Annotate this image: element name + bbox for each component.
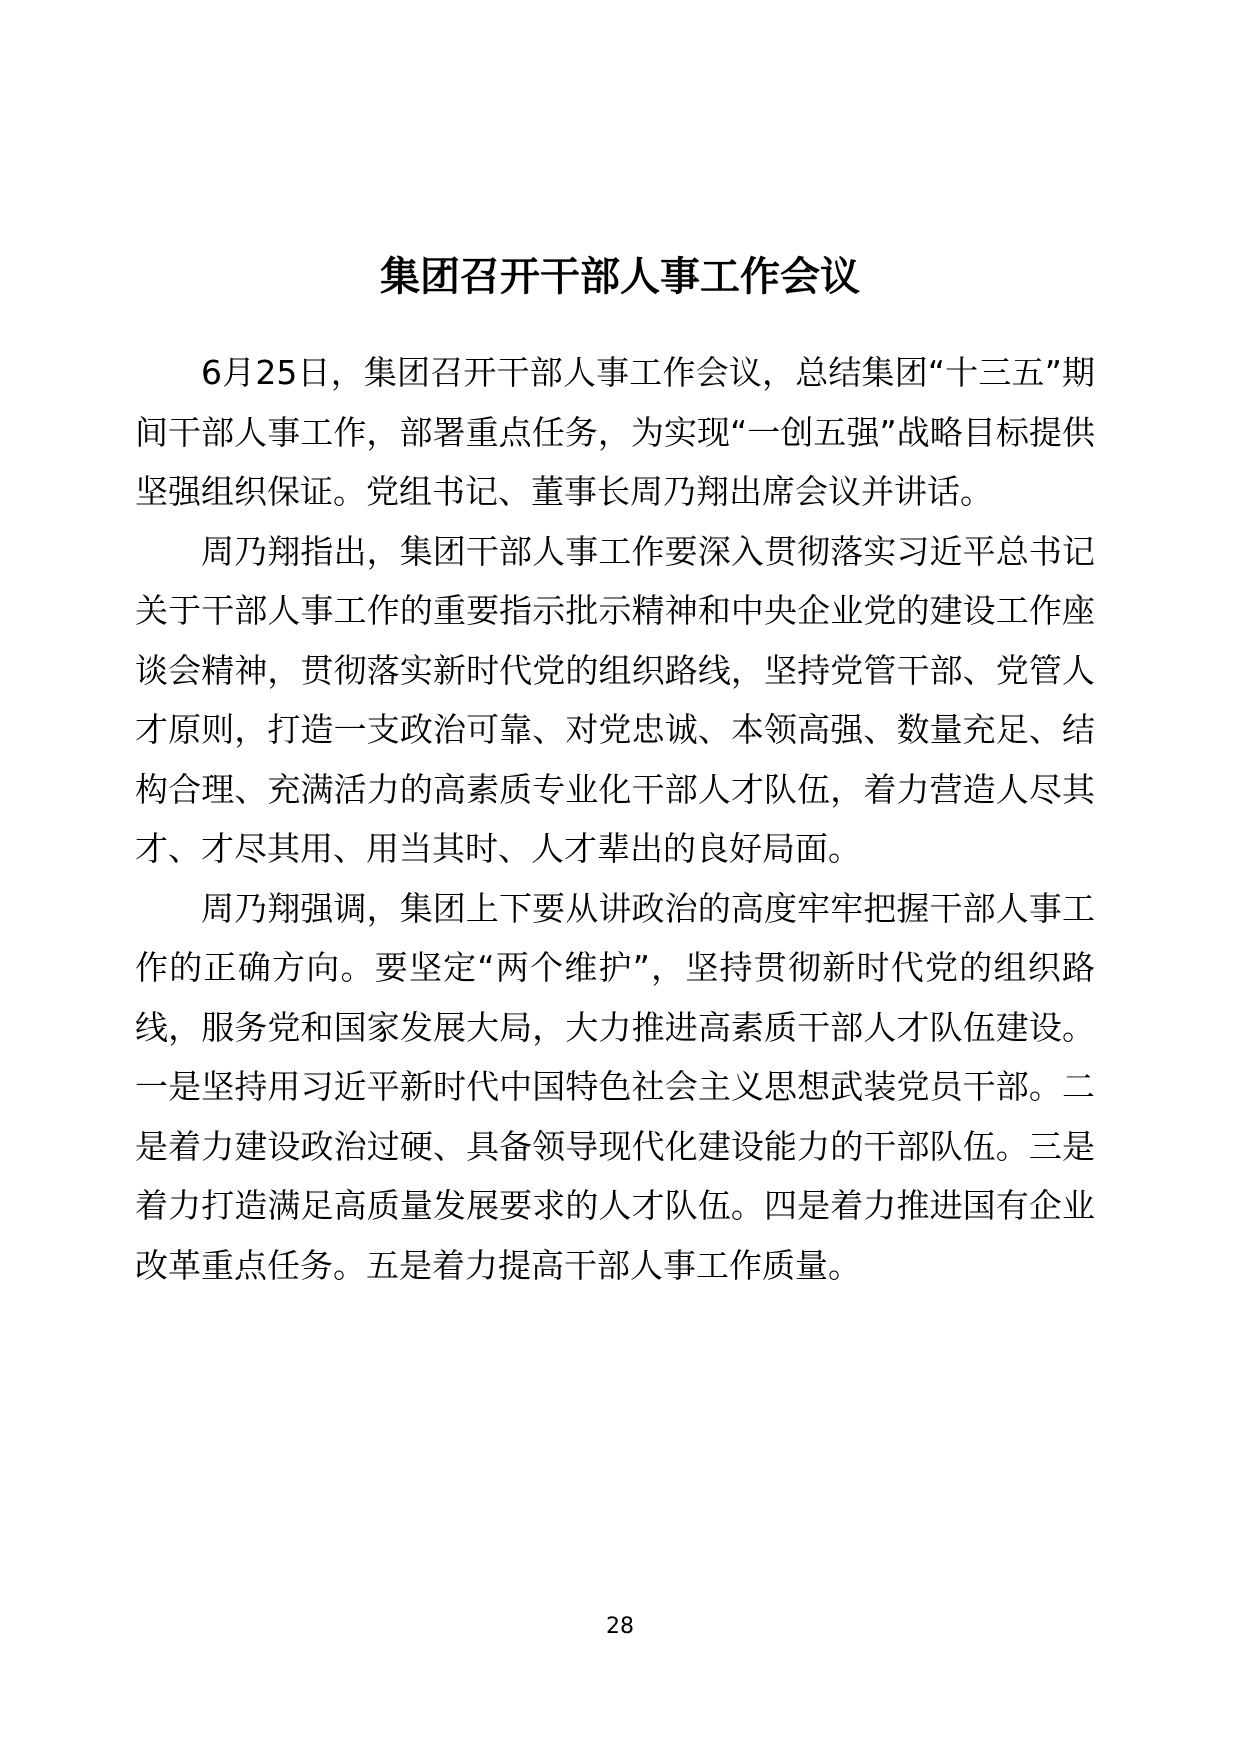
article-body	[135, 343, 1095, 1295]
paragraph-3: 周乃翔强调，集团上下要从讲政治的高度牢牢把握干部人事工作的正确方向。要坚定“两个维护”，坚持贯彻新时代党的组织路线，服务党和国家发展大局，大力推进高素质干部人才队伍建设。一是坚持用习近平新时代中国特色社会主义思想武装党员干部。二是着力建设政治过硬、具备领导现代化建设能力的干部队伍。三是着力打造满足高质量发展要求的人才队伍。四是着力推进国有企业改革重点任务。五是着力提高干部人事工作质量。	[135, 888, 1095, 1285]
paragraph-2: 周乃翔指出，集团干部人事工作要深入贯彻落实习近平总书记关于干部人事工作的重要指示批示精神和中央企业党的建设工作座谈会精神，贯彻落实新时代党的组织路线，坚持党管干部、党管人才原则，打造一支政治可靠、对党忠诚、本领高强、数量充足、结构合理、充满活力的高素质专业化干部人才队伍，着力营造人尽其才、才尽其用、用当其时、人才辈出的良好局面。	[135, 531, 1095, 868]
article-title: 集团召开干部人事工作会议	[380, 253, 860, 300]
paragraph-1: 6月25日，集团召开干部人事工作会议，总结集团“十三五”期间干部人事工作，部署重点任务，为实现“一创五强”战略目标提供坚强组织保证。党组书记、董事长周乃翔出席会议并讲话。	[135, 353, 1095, 511]
page-number: 28	[606, 1614, 634, 1639]
